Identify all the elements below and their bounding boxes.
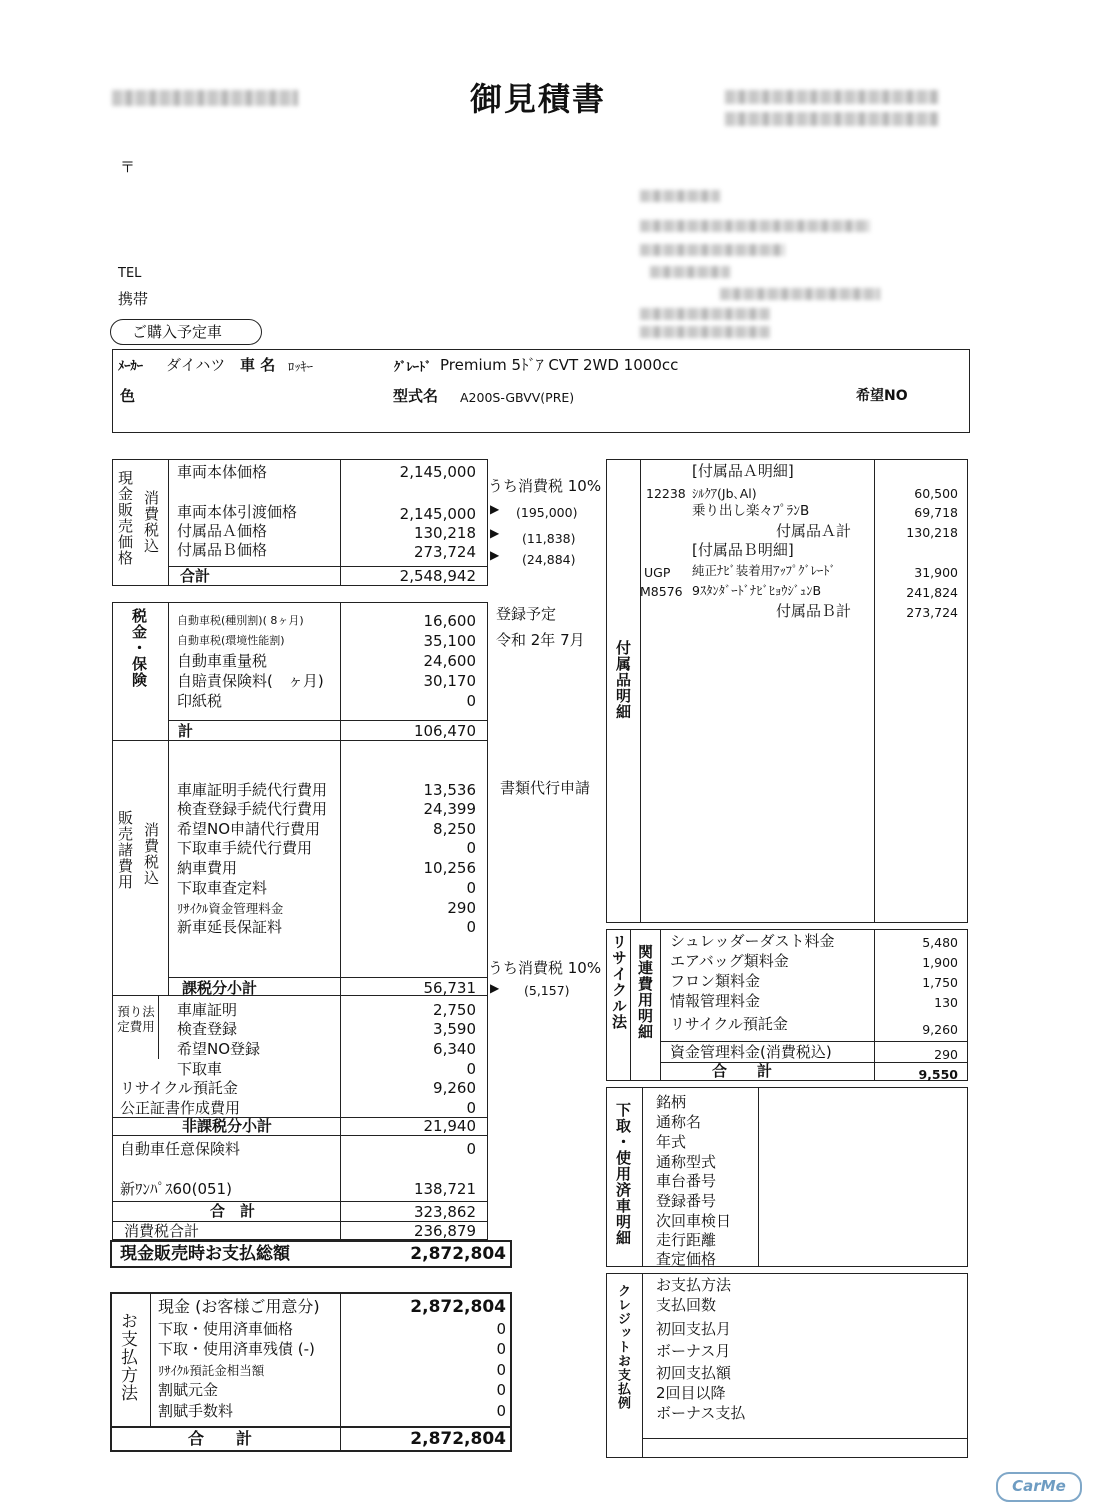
cash-row-value: 130,218 — [413, 524, 476, 542]
recycle-row-label: 資金管理料金(消費税込) — [670, 1043, 832, 1061]
sales-subtotal-label: 課税分小計 — [182, 979, 258, 997]
sales-row-label: 車庫証明手続代行費用 — [177, 781, 328, 799]
accessories-b-total-value: 273,724 — [906, 605, 958, 620]
recycle-row-value: 1,750 — [922, 975, 958, 990]
recycle-row-value: 130 — [934, 995, 958, 1010]
carme-watermark-logo: CarMe — [996, 1472, 1082, 1502]
recycle-row-value: 1,900 — [922, 955, 958, 970]
sales-tax-arrow: ▶ — [490, 981, 500, 995]
tradein-row-label: 査定価格 — [656, 1250, 717, 1268]
sales-row-label: 納車費用 — [177, 859, 238, 877]
insurance-label: 自動車任意保険料 — [120, 1140, 241, 1158]
payment-total-label: 合 計 — [188, 1429, 253, 1448]
sales-row-label: 検査登録手続代行費用 — [177, 800, 328, 818]
deposit-row-value: 0 — [466, 1060, 476, 1078]
deposit-row-value: 6,340 — [433, 1040, 476, 1058]
accessory-name: 純正ﾅﾋﾞ装着用ｱｯﾌﾟｸﾞﾚｰﾄﾞ — [692, 563, 836, 578]
accessory-name: 9ｽﾀﾝﾀﾞｰﾄﾞﾅﾋﾞﾋｮｳｼﾞｭﾝB — [692, 583, 822, 598]
payment-row-label: ﾘｻｲｸﾙ預託金相当額 — [158, 1363, 265, 1378]
sales-row-label: 下取車手続代行費用 — [177, 839, 313, 857]
sales-row-value: 24,399 — [423, 800, 476, 818]
postal-mark: 〒 — [120, 158, 136, 176]
cash-row-label: 車両本体価格 — [177, 463, 268, 481]
tradein-section-label: 下取・使用済車明細 — [614, 1102, 632, 1246]
recycle-row-label: エアバッグ類料金 — [670, 952, 789, 970]
recycle-row-label: フロン類料金 — [670, 972, 761, 990]
recycle-row-value: 290 — [934, 1047, 958, 1062]
sales-row-value: 0 — [466, 839, 476, 857]
costs-total-value: 323,862 — [413, 1203, 476, 1221]
deposit-row-value: 3,590 — [433, 1020, 476, 1038]
registration-label: 登録予定 — [496, 605, 557, 623]
tax-total-label: 計 — [178, 722, 194, 740]
redacted-dealer-branch — [650, 266, 730, 278]
tax-row-label: 印紙税 — [177, 692, 223, 710]
tax-total-value: 106,470 — [413, 722, 476, 740]
color-label: 色 — [120, 387, 136, 405]
tax-row-label: 自動車税(種別割)( 8ヶ月) — [177, 614, 304, 627]
credit-row-label: ボーナス月 — [656, 1342, 731, 1360]
sales-row-label: ﾘｻｲｸﾙ資金管理料金 — [177, 901, 284, 916]
tradein-row-label: 次回車検日 — [656, 1212, 732, 1230]
payment-row-value: 0 — [496, 1340, 506, 1358]
cash-tax-arrow: ▶ — [490, 548, 500, 562]
tel-label: TEL — [118, 266, 142, 281]
cash-tax-arrow: ▶ — [490, 502, 500, 516]
credit-row-label: 支払回数 — [656, 1296, 717, 1314]
sales-row-value: 10,256 — [423, 859, 476, 877]
recycle-sub-label: 関連費用明細 — [636, 944, 654, 1040]
accessory-name: 乗り出し楽々ﾌﾟﾗﾝB — [692, 503, 810, 519]
tax-row-value: 0 — [466, 692, 476, 710]
payment-row-value: 0 — [496, 1402, 506, 1420]
tradein-row-label: 登録番号 — [656, 1192, 717, 1210]
tradein-row-label: 走行距離 — [656, 1231, 717, 1249]
tax-row-value: 30,170 — [423, 672, 476, 690]
credit-section-label: クレジットお支払例 — [615, 1284, 630, 1410]
car-name-value: ﾛｯｷｰ — [288, 359, 314, 374]
cash-tax-item: (11,838) — [522, 531, 576, 546]
deposit-row-label: 車庫証明 — [177, 1001, 238, 1019]
sales-row-value: 8,250 — [433, 820, 476, 838]
cash-row-label: 車両本体引渡価格 — [177, 503, 298, 521]
sales-tax-note: うち消費税 10% — [488, 959, 602, 977]
recycle-row-value: 5,480 — [922, 935, 958, 950]
cash-tax-item: (195,000) — [516, 505, 578, 520]
other-item-value: 138,721 — [413, 1180, 476, 1198]
accessories-b-total-label: 付属品Ｂ計 — [776, 602, 852, 620]
sales-row-value: 0 — [466, 879, 476, 897]
cash-row-label: 付属品Ａ価格 — [177, 522, 268, 540]
plate-label: 希望NO — [856, 388, 908, 404]
recycle-row-value: 9,260 — [922, 1022, 958, 1037]
accessories-a-header: [付属品Ａ明細] — [692, 462, 794, 480]
payment-row-label: 現金 (お客様ご用意分) — [158, 1297, 320, 1316]
notary-label: 公正証書作成費用 — [120, 1099, 241, 1117]
tax-row-label: 自動車重量税 — [177, 652, 268, 670]
accessory-value: 241,824 — [906, 585, 958, 600]
deposit-row-value: 2,750 — [433, 1001, 476, 1019]
credit-row-label: 初回支払月 — [656, 1320, 732, 1338]
sales-row-label: 下取車査定料 — [177, 879, 268, 897]
credit-row-label: お支払方法 — [656, 1276, 732, 1294]
grand-total-value: 2,872,804 — [410, 1244, 506, 1264]
tax-row-value: 24,600 — [423, 652, 476, 670]
tax-insurance-section-label: 税金・保険 — [130, 608, 148, 688]
accessory-name: ｼﾙｸｱ(Jb､Al) — [692, 486, 757, 501]
accessories-b-header: [付属品Ｂ明細] — [692, 541, 794, 559]
credit-row-label: ボーナス支払 — [656, 1404, 746, 1422]
accessories-a-total-value: 130,218 — [906, 525, 958, 540]
recycle-deposit-label: リサイクル預託金 — [120, 1079, 238, 1097]
model-label: 型式名 — [393, 387, 439, 405]
redacted-dealer-staff — [720, 288, 880, 300]
tradein-row-label: 年式 — [656, 1133, 687, 1151]
sales-subtotal-value: 56,731 — [423, 979, 476, 997]
cash-tax-arrow: ▶ — [490, 526, 500, 540]
redacted-dealer-company — [640, 244, 785, 256]
payment-row-label: 割賦元金 — [158, 1381, 219, 1399]
sales-row-label: 希望NO申請代行費用 — [177, 820, 321, 838]
recycle-row-label: 情報管理料金 — [670, 992, 761, 1010]
sales-row-value: 290 — [447, 899, 476, 917]
sales-tax-item: (5,157) — [524, 983, 570, 998]
payment-row-value: 0 — [496, 1320, 506, 1338]
costs-total-label: 合 計 — [210, 1202, 256, 1220]
maker-label: ﾒｰｶｰ — [118, 358, 144, 373]
sales-costs-section-label: 販売諸費用 — [116, 810, 134, 890]
accessory-code: M8576 — [640, 584, 683, 599]
credit-row-label: 初回支払額 — [656, 1364, 732, 1382]
deposit-section-label: 預り法定費用 — [117, 1004, 155, 1034]
accessory-code: UGP — [644, 565, 671, 580]
redacted-dealer-fax — [640, 326, 770, 338]
deposit-row-label: 検査登録 — [177, 1020, 238, 1038]
tradein-row-label: 通称型式 — [656, 1153, 717, 1171]
recycle-section-label: リサイクル法 — [610, 934, 628, 1030]
tax-row-value: 35,100 — [423, 632, 476, 650]
accessory-value: 31,900 — [914, 565, 958, 580]
cash-tax-note: うち消費税 10% — [488, 477, 602, 495]
cash-price-section-label: 現金販売価格 — [116, 470, 134, 566]
recycle-total-label: 合 計 — [712, 1062, 773, 1080]
mobile-label: 携帯 — [118, 290, 149, 308]
other-item-label: 新ﾜﾝﾊﾟｽ60(051) — [120, 1180, 232, 1198]
tax-row-value: 16,600 — [423, 612, 476, 630]
tax-total-value: 236,879 — [413, 1222, 476, 1240]
model-value: A200S-GBVV(PRE) — [460, 390, 575, 405]
grand-total-label: 現金販売時お支払総額 — [120, 1244, 290, 1264]
deposit-row-label: 下取車 — [177, 1060, 223, 1078]
grade-value: Premium 5ﾄﾞｱ CVT 2WD 1000cc — [440, 356, 679, 374]
credit-row-label: 2回目以降 — [656, 1384, 726, 1402]
cash-price-tax-label: 消費税込 — [142, 490, 160, 554]
sales-row-value: 13,536 — [423, 781, 476, 799]
deposit-row-label: 希望NO登録 — [177, 1040, 261, 1058]
accessories-a-total-label: 付属品Ａ計 — [776, 522, 852, 540]
redacted-dealer-name — [640, 190, 720, 202]
notary-value: 0 — [466, 1099, 476, 1117]
recycle-row-label: リサイクル預託金 — [670, 1015, 788, 1033]
redacted-date-info-2 — [725, 112, 939, 126]
sales-note: 書類代行申請 — [500, 779, 591, 797]
payment-row-label: 割賦手数料 — [158, 1402, 234, 1420]
payment-row-value: 0 — [496, 1381, 506, 1399]
recycle-row-label: シュレッダーダスト料金 — [670, 932, 835, 950]
payment-row-label: 下取・使用済車残債 (-) — [158, 1340, 315, 1358]
cash-total-label: 合計 — [180, 567, 211, 585]
accessory-value: 69,718 — [914, 505, 958, 520]
tax-row-label: 自賠責保険料( ヶ月) — [177, 672, 324, 690]
redacted-dealer-address — [640, 220, 870, 232]
recycle-deposit-value: 9,260 — [433, 1079, 476, 1097]
accessory-value: 60,500 — [914, 486, 958, 501]
redacted-date-info — [725, 90, 939, 104]
grade-label: ｸﾞﾚｰﾄﾞ — [394, 359, 432, 374]
redacted-dealer-tel — [640, 308, 770, 320]
cash-row-value: 2,145,000 — [399, 463, 476, 481]
sales-costs-tax-label: 消費税込 — [142, 822, 160, 886]
sales-row-label: 新車延長保証料 — [177, 918, 283, 936]
cash-tax-item: (24,884) — [522, 552, 576, 567]
nontax-subtotal-value: 21,940 — [423, 1117, 476, 1135]
nontax-subtotal-label: 非課税分小計 — [182, 1117, 273, 1135]
insurance-value: 0 — [466, 1140, 476, 1158]
payment-row-value: 0 — [496, 1361, 506, 1379]
accessory-code: 12238 — [646, 486, 686, 501]
tradein-row-label: 車台番号 — [656, 1172, 717, 1190]
payment-row-value: 2,872,804 — [410, 1297, 506, 1317]
cash-row-value: 273,724 — [413, 543, 476, 561]
payment-row-label: 下取・使用済車価格 — [158, 1320, 294, 1338]
cash-row-value: 2,145,000 — [399, 505, 476, 523]
tradein-row-label: 銘柄 — [656, 1093, 687, 1111]
tradein-row-label: 通称名 — [656, 1113, 702, 1131]
cash-row-label: 付属品Ｂ価格 — [177, 541, 268, 559]
payment-total-value: 2,872,804 — [410, 1429, 506, 1449]
redacted-estimate-number — [112, 90, 298, 106]
page-title: 御見積書 — [470, 80, 607, 118]
car-name-label: 車 名 — [240, 356, 276, 374]
payment-section-label: お支払方法 — [117, 1312, 137, 1402]
sales-row-value: 0 — [466, 918, 476, 936]
accessories-section-label: 付属品明細 — [614, 640, 632, 720]
registration-date: 令和 2年 7月 — [496, 631, 585, 649]
recycle-total-value: 9,550 — [918, 1067, 958, 1082]
tax-row-label: 自動車税(環境性能割) — [177, 634, 285, 647]
section-badge-label: ご購入予定車 — [132, 323, 223, 341]
tax-total-label: 消費税合計 — [124, 1222, 200, 1240]
maker-value: ダイハツ — [166, 356, 226, 374]
cash-total-value: 2,548,942 — [399, 567, 476, 585]
